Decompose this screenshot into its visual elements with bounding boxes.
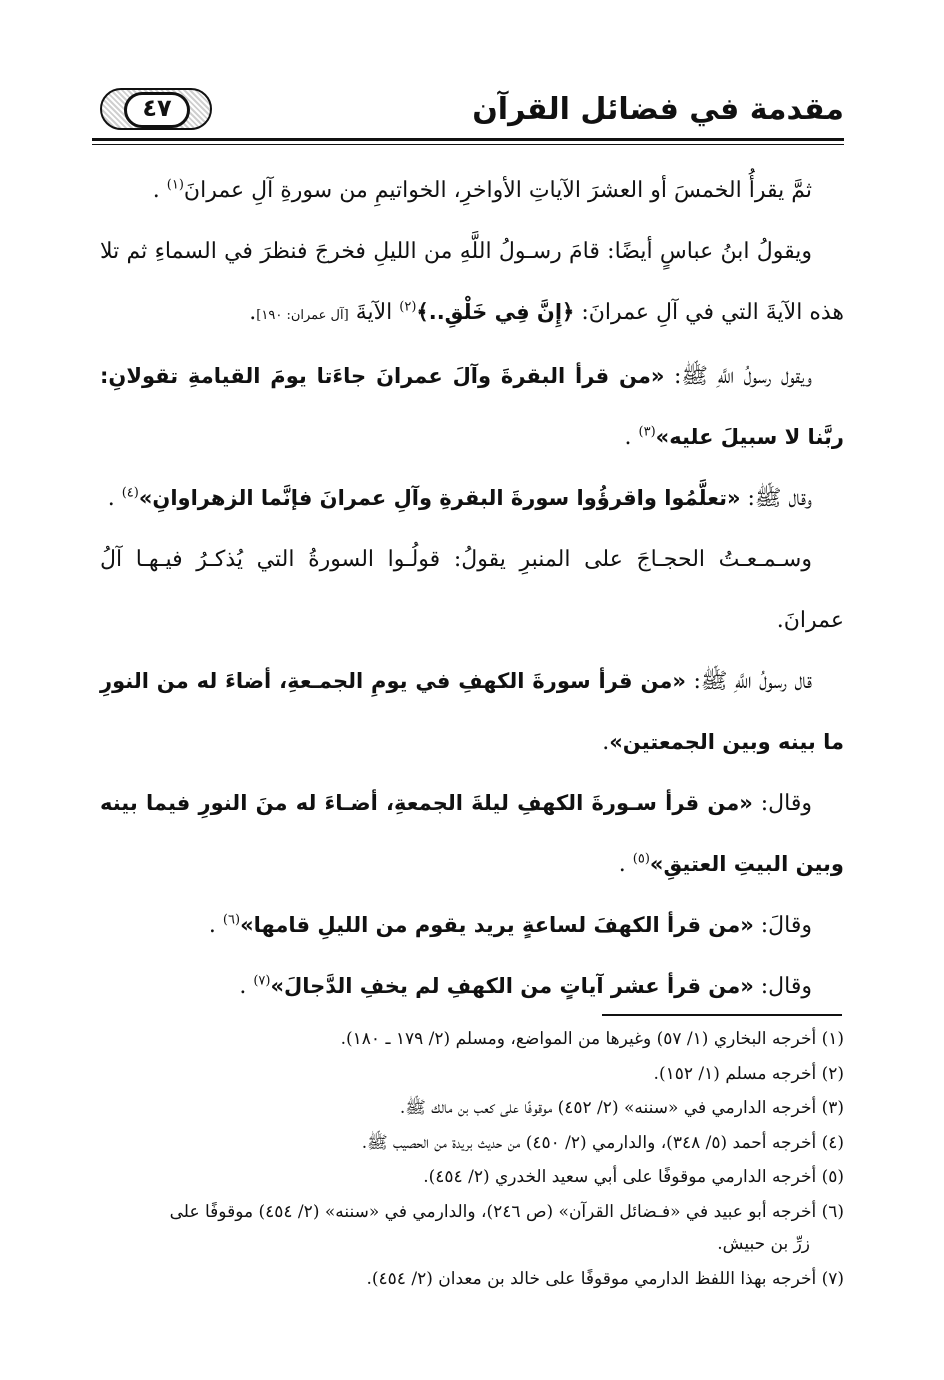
paragraph-9 xyxy=(100,956,844,1017)
text: وقال ﷺ: xyxy=(740,486,812,511)
text: قال رسولُ اللَّهِ ﷺ: xyxy=(685,669,813,694)
text: وسـمـعـتُ الحجـاجَ على المنبرِ يقولُ: قولُـوا السورةُ التي يُذكـرُ فيـهـا آلُ عمرانَ. xyxy=(100,547,844,633)
text: ويقولُ ابنُ عباسٍ أيضًا: قامَ رسـولُ اللَّهِ من الليلِ فخرجَ فنظرَ في السماءِ ثم تلا هذه الآيةَ التي في آلِ عمرانَ: xyxy=(100,239,844,325)
paragraph-2 xyxy=(100,221,844,346)
footnote-6-continuation: زرِّ بن حبيش. xyxy=(717,1234,810,1254)
text: . xyxy=(624,425,639,450)
hadith-text: «تعلَّمُوا واقرؤُوا سورةَ البقرةِ وآلِ عمرانَ فإنَّما الزهراوانِ» xyxy=(138,486,741,510)
text: ويقول رسولُ اللَّهِ ﷺ: xyxy=(664,364,813,389)
footnote-ref: (٧) xyxy=(253,973,271,989)
paragraph-1 xyxy=(100,160,844,221)
footnote-7: (٧) أخرجه بهذا اللفظ الدارمي موقوفًا على خالد بن معدان (٢/ ٤٥٤). xyxy=(366,1268,844,1289)
page-number-badge xyxy=(100,88,212,130)
hadith-text: «من قرأ البقرةَ وآلَ عمرانَ جاءَتا يومَ القيامةِ تقولانِ: ربَّنا لا سبيلَ عليه» xyxy=(100,364,844,449)
hadith-text: «من قرأ عشر آياتٍ من الكهفِ لم يخفِ الدَّجالَ» xyxy=(270,974,754,998)
text: . xyxy=(239,974,254,999)
footnote-ref: (٣) xyxy=(638,424,656,440)
paragraph-3 xyxy=(100,346,844,468)
text: وقال: xyxy=(752,791,813,816)
footnote-6: (٦) أخرجه أبو عبيد في «فـضائل القرآن» (ص ٢٤٦)، والدارمي في «سننه» (٢/ ٤٥٤) موقوفًا على xyxy=(169,1201,844,1222)
footnote-separator xyxy=(602,1014,842,1016)
footnote-ref: (٥) xyxy=(632,851,650,867)
footnote-4: (٤) أخرجه أحمد (٥/ ٣٤٨)، والدارمي (٢/ ٤٥٠) من حديث بريدة من الحصيب ﷺ. xyxy=(361,1132,844,1153)
hadith-text: «من قرأ سـورةَ الكهفِ ليلةَ الجمعةِ، أضـاءَ له منَ النورِ فيما بينه وبين البيتِ العتيقِ» xyxy=(100,791,844,876)
text: وقال: xyxy=(753,974,812,999)
page-number: ٤٧ xyxy=(142,94,172,122)
main-text xyxy=(100,160,844,1017)
header-rule xyxy=(92,138,844,141)
hadith-text: «من قرأ سورةَ الكهفِ في يومِ الجمـعةِ، أضاءَ له من النورِ ما بينه وبين الجمعتين» xyxy=(100,669,844,754)
footnote-1: (١) أخرجه البخاري (١/ ٥٧) وغيرها من المواضع، ومسلم (٢/ ١٧٩ ـ ١٨٠). xyxy=(340,1029,844,1049)
text: . xyxy=(152,178,167,203)
paragraph-6 xyxy=(100,651,844,773)
text: . xyxy=(618,852,633,877)
text: . xyxy=(208,913,223,938)
verse-citation: [آل عمران: ١٩٠] xyxy=(256,308,349,323)
footnote-ref: (٢) xyxy=(399,299,417,315)
footnotes xyxy=(100,1022,844,1296)
header-rule-thin xyxy=(92,144,844,145)
quran-quote: ﴿إِنَّ فِي خَلْقِ..﴾ xyxy=(416,300,575,324)
footnote-3: (٣) أخرجه الدارمي في «سننه» (٢/ ٤٥٢) موقوفًا على كعب بن مالك ﷺ. xyxy=(399,1098,844,1118)
footnote-5: (٥) أخرجه الدارمي موقوفًا على أبي سعيد الخدري (٢/ ٤٥٤). xyxy=(423,1167,844,1187)
paragraph-4 xyxy=(100,468,844,529)
text: وقالَ: xyxy=(753,913,812,938)
paragraph-5 xyxy=(100,529,844,651)
footnote-ref: (١) xyxy=(166,177,184,193)
text: . xyxy=(602,730,610,755)
text: الآيةَ xyxy=(348,300,400,325)
running-header xyxy=(92,86,844,136)
footnote-2: (٢) أخرجه مسلم (١/ ١٥٢). xyxy=(653,1063,844,1084)
footnote-ref: (٦) xyxy=(222,912,241,928)
paragraph-8 xyxy=(100,895,844,956)
hadith-text: «من قرأ الكهفَ لساعةٍ يريد يقوم من الليلِ قامها» xyxy=(240,913,754,937)
paragraph-7 xyxy=(100,773,844,895)
text: ثمَّ يقرأُ الخمسَ أو العشرَ الآياتِ الأواخرِ، الخواتيمِ من سورةِ آلِ عمرانَ xyxy=(183,178,812,203)
text: . xyxy=(107,486,122,511)
text: . xyxy=(249,300,257,325)
book-title: مقدمة في فضائل القرآن xyxy=(472,92,844,127)
footnote-ref: (٤) xyxy=(121,485,139,501)
